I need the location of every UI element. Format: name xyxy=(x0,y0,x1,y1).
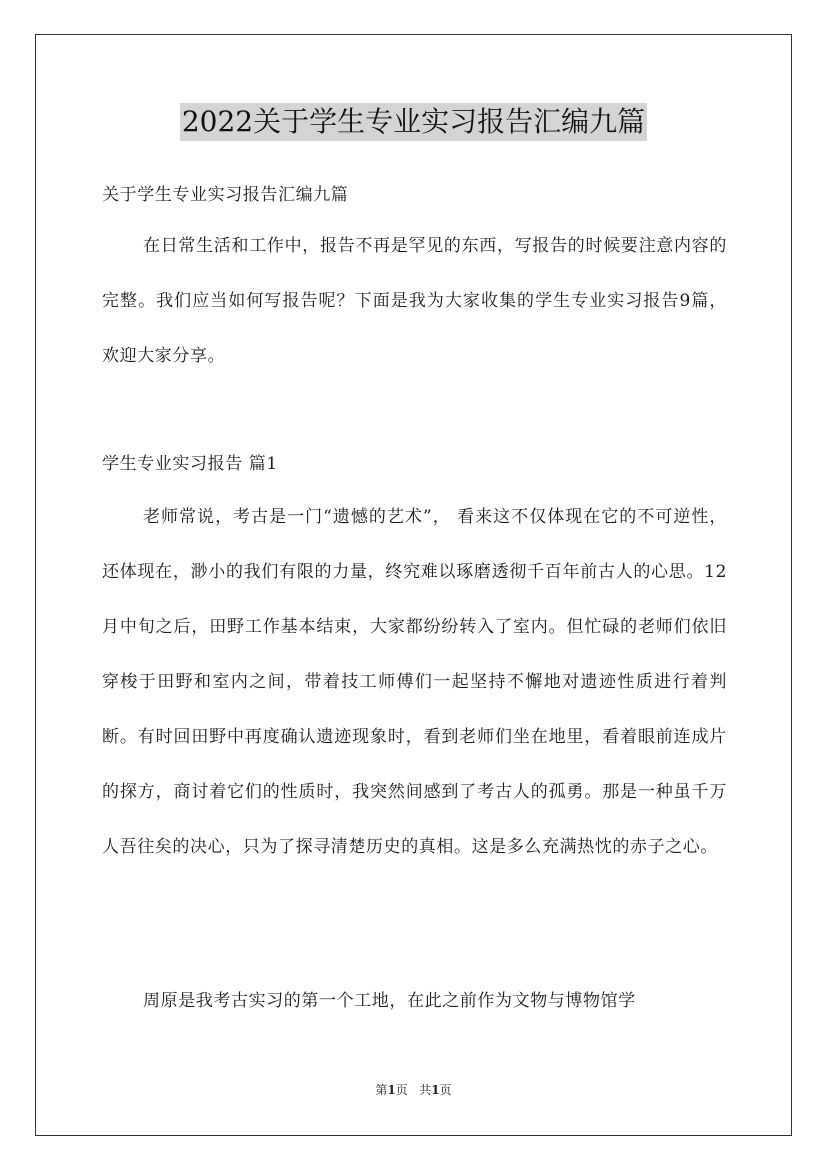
footer-page-prefix: 第 xyxy=(375,1083,388,1097)
body-paragraph-2: 周原是我考古实习的第一个工地，在此之前作为文物与博物馆学 xyxy=(143,991,636,1011)
footer-page-number: 1 xyxy=(387,1083,396,1097)
footer-total-number: 1 xyxy=(431,1083,440,1097)
intro-paragraph: 在日常生活和工作中，报告不再是罕见的东西，写报告的时候要注意内容的完整。我们应当如何写报告呢？下面是我为大家收集的学生专业实习报告9篇，欢迎大家分享。 xyxy=(102,236,727,366)
document-subtitle: 关于学生专业实习报告汇编九篇 xyxy=(102,185,349,205)
page-footer xyxy=(0,1082,827,1098)
footer-total-prefix: 共 xyxy=(419,1083,432,1097)
footer-page-suffix: 页 xyxy=(395,1083,408,1097)
section-heading: 学生专业实习报告 篇1 xyxy=(102,454,278,474)
body-paragraph-1: 老师常说，考古是一门“遗憾的艺术”， 看来这不仅体现在它的不可逆性，还体现在，渺小的我们有限的力量，终究难以琢磨透彻千百年前古人的心思。12 月中旬之后，田野工作基本结束，大家都纷纷转入了室内。但忙碌的老师们依旧穿梭于田野和室内之间，带着技工师傅们一起坚持不懈地对遗迹性质进行着判断。有时回田野中再度确认遗迹现象时，看到老师们坐在地里，看着眼前连成片的探方，商讨着它们的性质时，我突然间感到了考古人的孤勇。那是一种虽千万人吾往矣的决心，只为了探寻清楚历史的真相。这是多么充满热忱的赤子之心。 xyxy=(102,507,727,857)
title-wrap xyxy=(0,103,827,141)
footer-total-suffix: 页 xyxy=(439,1083,452,1097)
document-title: 2022关于学生专业实习报告汇编九篇 xyxy=(180,103,647,141)
